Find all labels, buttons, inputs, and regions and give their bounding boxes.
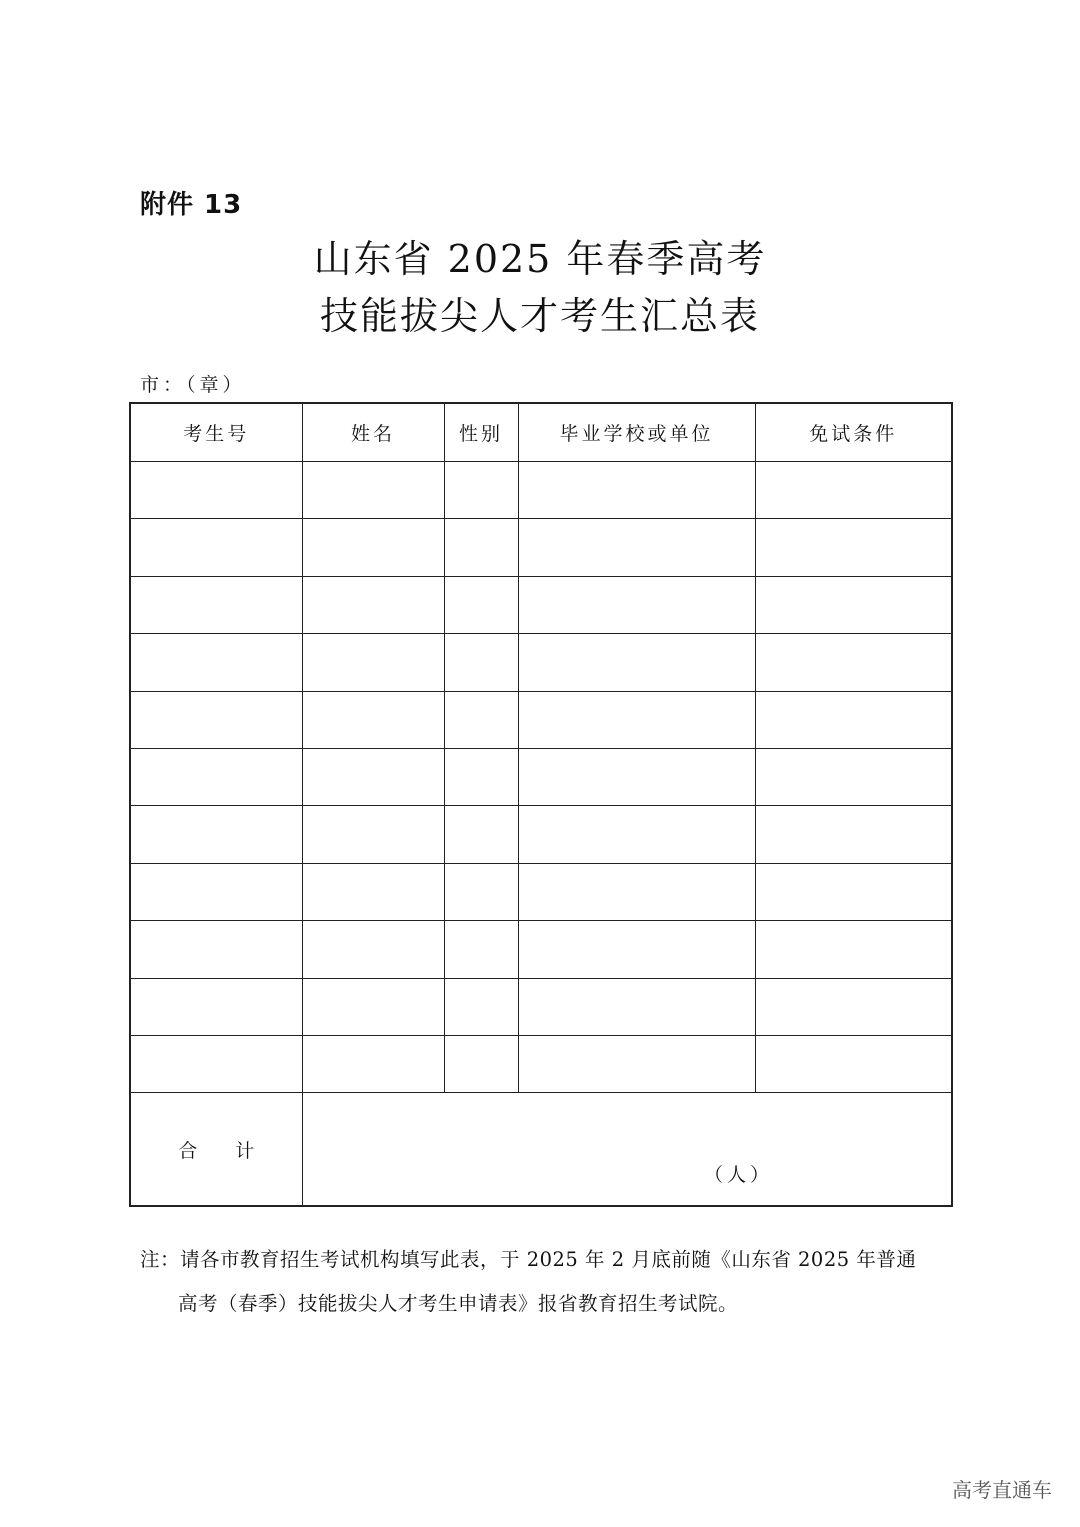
name-cell[interactable]: [302, 978, 444, 1035]
exemption-cell[interactable]: [755, 519, 952, 576]
footnote-line-1: 注：请各市教育招生考试机构填写此表，于 2025 年 2 月底前随《山东省 2025 年普通: [140, 1248, 917, 1271]
header-school-or-unit: 毕业学校或单位: [518, 403, 755, 462]
school-cell[interactable]: [518, 691, 755, 748]
header-name: 姓名: [302, 403, 444, 462]
table-row: [130, 863, 952, 920]
school-cell[interactable]: [518, 1035, 755, 1092]
name-cell[interactable]: [302, 462, 444, 519]
table-row: [130, 576, 952, 633]
watermark: 高考直通车: [952, 1478, 1052, 1502]
total-row: [130, 1093, 952, 1207]
total-value-cell[interactable]: [302, 1093, 952, 1207]
name-cell[interactable]: [302, 519, 444, 576]
school-cell[interactable]: [518, 634, 755, 691]
summary-table: [129, 402, 953, 1207]
city-seal-line: 市：（章）: [140, 374, 246, 396]
exam-number-cell[interactable]: [130, 519, 302, 576]
table-header-row: [130, 403, 952, 462]
gender-cell[interactable]: [444, 863, 518, 920]
school-cell[interactable]: [518, 806, 755, 863]
exemption-cell[interactable]: [755, 978, 952, 1035]
school-cell[interactable]: [518, 576, 755, 633]
gender-cell[interactable]: [444, 576, 518, 633]
name-cell[interactable]: [302, 748, 444, 805]
header-gender: 性别: [444, 403, 518, 462]
exemption-cell[interactable]: [755, 462, 952, 519]
total-label-left: 合: [178, 1139, 198, 1162]
total-label-right: 计: [235, 1139, 255, 1162]
gender-cell[interactable]: [444, 1035, 518, 1092]
name-cell[interactable]: [302, 691, 444, 748]
table-row: [130, 748, 952, 805]
name-cell[interactable]: [302, 921, 444, 978]
total-unit: （人）: [703, 1164, 773, 1187]
exam-number-cell[interactable]: [130, 1035, 302, 1092]
exemption-cell[interactable]: [755, 806, 952, 863]
document-title-line-2: 技能拔尖人才考生汇总表: [319, 294, 760, 338]
table-row: [130, 806, 952, 863]
attachment-label: 附件 13: [140, 190, 243, 220]
name-cell[interactable]: [302, 576, 444, 633]
exam-number-cell[interactable]: [130, 921, 302, 978]
table-row: [130, 1035, 952, 1092]
gender-cell[interactable]: [444, 748, 518, 805]
document-title-line-1: 山东省 2025 年春季高考: [313, 237, 767, 281]
gender-cell[interactable]: [444, 691, 518, 748]
header-exam-number: 考生号: [130, 403, 302, 462]
exemption-cell[interactable]: [755, 634, 952, 691]
exemption-cell[interactable]: [755, 576, 952, 633]
exam-number-cell[interactable]: [130, 576, 302, 633]
exemption-cell[interactable]: [755, 748, 952, 805]
exemption-cell[interactable]: [755, 1035, 952, 1092]
school-cell[interactable]: [518, 462, 755, 519]
exemption-cell[interactable]: [755, 921, 952, 978]
exam-number-cell[interactable]: [130, 748, 302, 805]
footnote: [140, 1238, 945, 1326]
gender-cell[interactable]: [444, 519, 518, 576]
table-row: [130, 462, 952, 519]
school-cell[interactable]: [518, 978, 755, 1035]
school-cell[interactable]: [518, 519, 755, 576]
gender-cell[interactable]: [444, 921, 518, 978]
gender-cell[interactable]: [444, 806, 518, 863]
exam-number-cell[interactable]: [130, 691, 302, 748]
header-exemption-condition: 免试条件: [755, 403, 952, 462]
table-row: [130, 634, 952, 691]
school-cell[interactable]: [518, 748, 755, 805]
name-cell[interactable]: [302, 1035, 444, 1092]
total-label: [130, 1093, 302, 1207]
gender-cell[interactable]: [444, 978, 518, 1035]
gender-cell[interactable]: [444, 462, 518, 519]
exam-number-cell[interactable]: [130, 462, 302, 519]
exam-number-cell[interactable]: [130, 863, 302, 920]
table-row: [130, 519, 952, 576]
exemption-cell[interactable]: [755, 863, 952, 920]
name-cell[interactable]: [302, 863, 444, 920]
exam-number-cell[interactable]: [130, 978, 302, 1035]
exam-number-cell[interactable]: [130, 634, 302, 691]
name-cell[interactable]: [302, 634, 444, 691]
table-row: [130, 691, 952, 748]
school-cell[interactable]: [518, 921, 755, 978]
exam-number-cell[interactable]: [130, 806, 302, 863]
school-cell[interactable]: [518, 863, 755, 920]
exemption-cell[interactable]: [755, 691, 952, 748]
gender-cell[interactable]: [444, 634, 518, 691]
name-cell[interactable]: [302, 806, 444, 863]
footnote-line-2: 高考（春季）技能拔尖人才考生申请表》报省教育招生考试院。: [178, 1292, 739, 1315]
table-row: [130, 978, 952, 1035]
table-row: [130, 921, 952, 978]
